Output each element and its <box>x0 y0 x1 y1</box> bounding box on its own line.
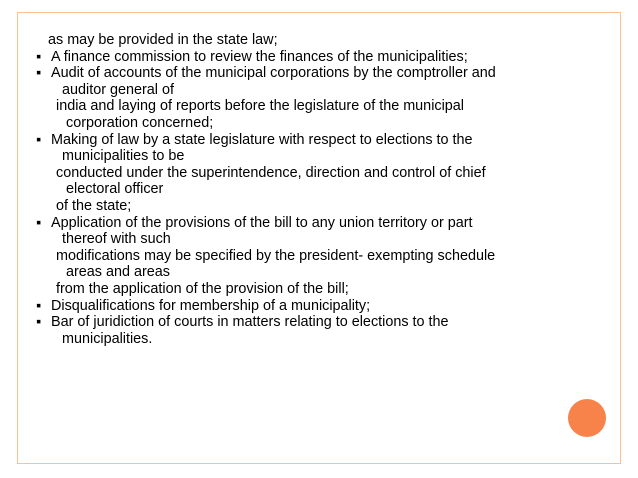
bullet-icon: ▪ <box>36 65 42 82</box>
bullet-text: Audit of accounts of the municipal corporations by the comptroller and <box>51 65 496 82</box>
bullet-icon: ▪ <box>36 314 42 331</box>
text-line-continuation: auditor general of <box>62 81 175 98</box>
bullet-icon: ▪ <box>36 297 42 314</box>
bullet-text: Making of law by a state legislature with respect to elections to the <box>51 131 473 148</box>
text-line: modifications may be specified by the president- exempting schedule <box>56 247 496 264</box>
text-line-continuation: municipalities to be <box>62 148 185 165</box>
bullet-icon: ▪ <box>36 214 42 231</box>
bullet-text: Application of the provisions of the bill to any union territory or part <box>51 214 473 231</box>
bullet-item-union-territory <box>36 215 561 232</box>
text-line-continuation: corporation concerned; <box>66 114 214 131</box>
bullet-text: Bar of juridiction of courts in matters relating to elections to the <box>51 314 449 331</box>
bullet-item-elections-law <box>36 132 561 149</box>
text-line: conducted under the superintendence, direction and control of chief <box>56 164 486 181</box>
text-line: as may be provided in the state law; <box>48 32 278 48</box>
text-line: india and laying of reports before the legislature of the municipal <box>56 98 464 115</box>
decorative-circle-icon <box>568 399 606 437</box>
bullet-item-finance-commission <box>36 49 561 66</box>
bullet-item-bar-of-jurisdiction <box>36 314 561 331</box>
bullet-text: Disqualifications for membership of a municipality; <box>51 297 371 314</box>
text-line-continuation: electoral officer <box>66 181 164 198</box>
text-line-continuation: thereof with such <box>62 231 171 248</box>
bullet-icon: ▪ <box>36 48 42 65</box>
bullet-item-disqualifications <box>36 298 561 315</box>
bullet-icon: ▪ <box>36 131 42 148</box>
text-line: of the state; <box>56 197 132 214</box>
text-line: from the application of the provision of the bill; <box>56 280 349 297</box>
text-line-continuation: municipalities. <box>62 330 153 347</box>
text-line-continuation: areas and areas <box>66 264 171 281</box>
slide-body-text <box>36 32 561 347</box>
bullet-text: A finance commission to review the finances of the municipalities; <box>51 48 468 65</box>
bullet-item-audit <box>36 65 561 82</box>
